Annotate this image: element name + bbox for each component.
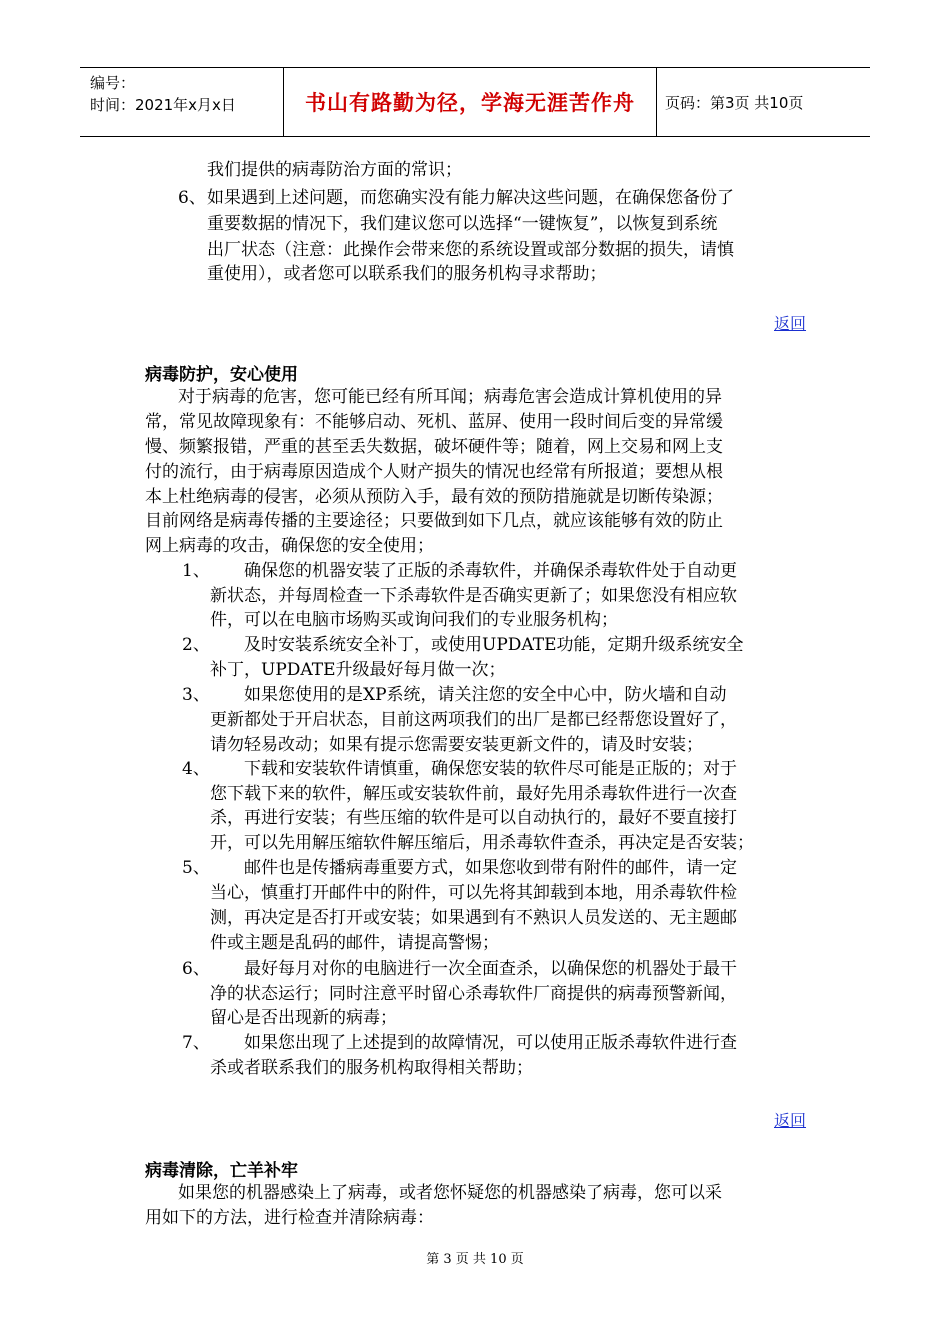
list-item-line: 杀，再进行安装；有些压缩的软件是可以自动执行的，最好不要直接打	[210, 808, 737, 828]
list-item-line: 净的状态运行；同时注意平时留心杀毒软件厂商提供的病毒预警新闻，	[210, 984, 737, 1004]
back-link[interactable]: 返回	[774, 1111, 807, 1130]
list-number: 5、	[182, 858, 210, 878]
list-item-line: 开，可以先用解压缩软件解压缩后，用杀毒软件查杀，再决定是否安装；	[210, 833, 754, 853]
section-title: 病毒防护，安心使用	[145, 365, 298, 385]
section-title: 病毒清除，亡羊补牢	[145, 1161, 298, 1181]
text-line: 出厂状态（注意：此操作会带来您的系统设置或部分数据的损失，请慎	[207, 240, 734, 260]
header-page-label: 页码：第3页 共10页	[665, 93, 804, 112]
list-item-line: 件或主题是乱码的邮件，请提高警惕；	[210, 933, 499, 953]
list-item-line: 确保您的机器安装了正版的杀毒软件，并确保杀毒软件处于自动更	[244, 561, 737, 581]
back-link[interactable]: 返回	[774, 314, 807, 333]
header-divider	[656, 68, 657, 136]
list-number: 4、	[182, 759, 210, 779]
header-meta	[90, 72, 236, 116]
list-number: 6、	[178, 188, 206, 208]
list-item-line: 更新都处于开启状态，目前这两项我们的出厂是都已经帮您设置好了，	[210, 710, 737, 730]
paragraph-line: 用如下的方法，进行检查并清除病毒：	[145, 1208, 434, 1228]
page-header	[80, 67, 870, 137]
list-item-line: 下载和安装软件请慎重，确保您安装的软件尽可能是正版的；对于	[244, 759, 737, 779]
paragraph-line: 对于病毒的危害，您可能已经有所耳闻；病毒危害会造成计算机使用的异	[178, 387, 722, 407]
list-number: 7、	[182, 1033, 210, 1053]
paragraph-line: 付的流行，由于病毒原因造成个人财产损失的情况也经常有所报道；要想从根	[145, 462, 723, 482]
list-item-line: 测，再决定是否打开或安装；如果遇到有不熟识人员发送的、无主题邮	[210, 908, 737, 928]
list-number: 6、	[182, 959, 210, 979]
paragraph-line: 目前网络是病毒传播的主要途径；只要做到如下几点，就应该能够有效的防止	[145, 511, 723, 531]
list-number: 3、	[182, 685, 210, 705]
text-line: 重使用），或者您可以联系我们的服务机构寻求帮助；	[207, 264, 607, 284]
list-item-line: 新状态，并每周检查一下杀毒软件是否确实更新了；如果您没有相应软	[210, 586, 737, 606]
list-item-line: 件，可以在电脑市场购买或询问我们的专业服务机构；	[210, 610, 618, 630]
date-label: 时间：2021年x月x日	[90, 96, 236, 114]
paragraph-line: 网上病毒的攻击，确保您的安全使用；	[145, 536, 434, 556]
list-item-line: 如果您使用的是XP系统，请关注您的安全中心中，防火墙和自动	[244, 685, 727, 705]
paragraph-line: 慢、频繁报错，严重的甚至丢失数据，破坏硬件等；随着，网上交易和网上支	[145, 437, 723, 457]
list-item-line: 补丁，UPDATE升级最好每月做一次；	[210, 660, 506, 680]
list-item-line: 邮件也是传播病毒重要方式，如果您收到带有附件的邮件，请一定	[244, 858, 737, 878]
page-footer: 第 3 页 共 10 页	[426, 1252, 524, 1267]
list-number: 2、	[182, 635, 210, 655]
list-item-line: 您下载下来的软件，解压或安装软件前，最好先用杀毒软件进行一次查	[210, 784, 737, 804]
list-item-line: 留心是否出现新的病毒；	[210, 1008, 397, 1028]
paragraph-line: 本上杜绝病毒的侵害，必须从预防入手，最有效的预防措施就是切断传染源；	[145, 487, 723, 507]
list-item-line: 杀或者联系我们的服务机构取得相关帮助；	[210, 1058, 533, 1078]
serial-label: 编号：	[90, 74, 136, 92]
list-item-line: 当心，慎重打开邮件中的附件，可以先将其卸载到本地，用杀毒软件检	[210, 883, 737, 903]
text-line: 我们提供的病毒防治方面的常识；	[207, 160, 462, 180]
text-line: 如果遇到上述问题，而您确实没有能力解决这些问题，在确保您备份了	[207, 188, 734, 208]
list-number: 1、	[182, 561, 210, 581]
list-item-line: 如果您出现了上述提到的故障情况，可以使用正版杀毒软件进行查	[244, 1033, 737, 1053]
text-line: 重要数据的情况下，我们建议您可以选择“一键恢复”，以恢复到系统	[207, 214, 718, 234]
header-motto: 书山有路勤为径，学海无涯苦作舟	[305, 91, 635, 115]
paragraph-line: 常，常见故障现象有：不能够启动、死机、蓝屏、使用一段时间后变的异常缓	[145, 412, 723, 432]
list-item-line: 及时安装系统安全补丁，或使用UPDATE功能，定期升级系统安全	[244, 635, 744, 655]
list-item-line: 最好每月对你的电脑进行一次全面查杀，以确保您的机器处于最干	[244, 959, 737, 979]
paragraph-line: 如果您的机器感染上了病毒，或者您怀疑您的机器感染了病毒，您可以采	[178, 1183, 722, 1203]
list-item-line: 请勿轻易改动；如果有提示您需要安装更新文件的，请及时安装；	[210, 735, 703, 755]
